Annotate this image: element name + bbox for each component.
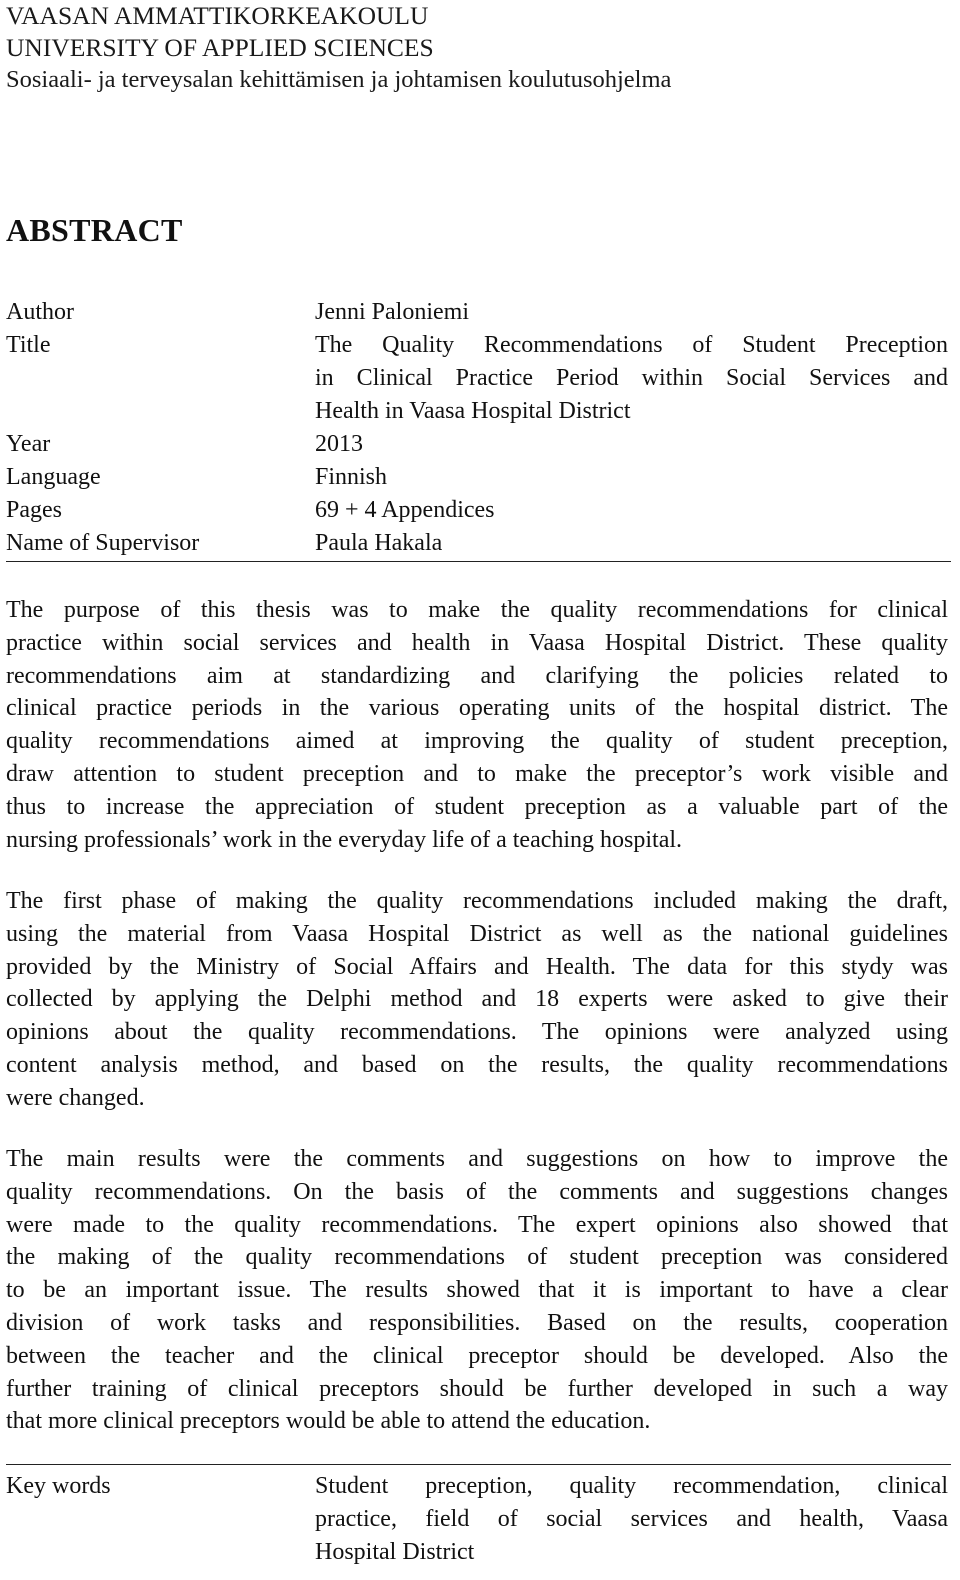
keywords-value (315, 1470, 948, 1569)
keywords-row (6, 1470, 948, 1569)
degree-programme: Sosiaali- ja terveysalan kehittämisen ja johtamisen koulutusohjelma (6, 66, 672, 93)
paragraph-line: provided by the Ministry of Social Affairs and Health. The data for this stydy was (6, 953, 948, 980)
title-line: Health in Vaasa Hospital District (315, 398, 631, 424)
paragraph-line: that more clinical preceptors would be able to attend the education. (6, 1408, 651, 1435)
paragraph-line: The main results were the comments and suggestions on how to improve the (6, 1146, 948, 1172)
paragraph-line: thus to increase the appreciation of student preception as a valuable part of the (6, 793, 948, 820)
paragraph-line: content analysis method, and based on the results, the quality recommendations (6, 1051, 948, 1078)
paragraph-line: quality recommendations aimed at improving the quality of student preception, (6, 728, 948, 755)
paragraph-line: between the teacher and the clinical preceptor should be developed. Also the (6, 1342, 948, 1369)
paragraph-line: using the material from Vaasa Hospital District as well as the national guidelines (6, 920, 948, 947)
language-label: Language (6, 464, 101, 490)
document-page (6, 0, 948, 1565)
abstract-heading: ABSTRACT (6, 212, 183, 248)
thesis-metadata (6, 296, 948, 560)
paragraph-line: nursing professionals’ work in the everyday life of a teaching hospital. (6, 826, 683, 853)
paragraph-line: division of work tasks and responsibilities. Based on the results, cooperation (6, 1309, 948, 1336)
keywords-label: Key words (6, 1473, 111, 1499)
paragraph-line: further training of clinical preceptors should be further developed in such a way (6, 1375, 948, 1402)
paragraph-line: opinions about the quality recommendations. The opinions were analyzed using (6, 1019, 948, 1046)
language-row (6, 461, 948, 494)
paragraph-line: collected by applying the Delphi method and 18 experts were asked to give their (6, 986, 948, 1013)
abstract-paragraph-method (6, 885, 948, 1115)
paragraph-line: practice within social services and health in Vaasa Hospital District. These quality (6, 629, 948, 656)
title-row (6, 329, 948, 428)
supervisor-value: Paula Hakala (315, 530, 443, 556)
title-value (315, 329, 948, 428)
supervisor-row (6, 527, 948, 560)
paragraph-line: recommendations aim at standardizing and clarifying the policies related to (6, 662, 948, 689)
paragraph-line: clinical practice periods in the various operating units of the hospital district. The (6, 695, 948, 722)
title-line: The Quality Recommendations of Student Preception (315, 332, 948, 358)
abstract-paragraph-results (6, 1143, 948, 1438)
paragraph-line: were changed. (6, 1084, 145, 1111)
year-row (6, 428, 948, 461)
author-label: Author (6, 299, 74, 325)
pages-row (6, 494, 948, 527)
paragraph-line: The purpose of this thesis was to make the quality recommendations for clinical (6, 597, 948, 623)
paragraph-line: quality recommendations. On the basis of the comments and suggestions changes (6, 1178, 948, 1205)
university-name-english: UNIVERSITY OF APPLIED SCIENCES (6, 33, 434, 62)
language-value: Finnish (315, 464, 388, 490)
keywords-line: Hospital District (315, 1539, 475, 1565)
title-label: Title (6, 332, 51, 358)
paragraph-line: the making of the quality recommendations of student preception was considered (6, 1244, 948, 1271)
paragraph-line: draw attention to student preception and to make the preceptor’s work visible and (6, 760, 948, 787)
university-name-finnish: VAASAN AMMATTIKORKEAKOULU (6, 1, 429, 30)
pages-value: 69 + 4 Appendices (315, 497, 495, 523)
paragraph-line: to be an important issue. The results showed that it is important to have a clear (6, 1277, 948, 1304)
pages-label: Pages (6, 497, 62, 523)
keywords-line: practice, field of social services and health, Vaasa (315, 1506, 948, 1532)
document-header (6, 0, 948, 95)
supervisor-label: Name of Supervisor (6, 530, 200, 556)
author-value: Jenni Paloniemi (315, 299, 469, 325)
author-row (6, 296, 948, 329)
section-divider-top (6, 561, 951, 562)
title-line: in Clinical Practice Period within Social Services and (315, 365, 948, 391)
year-value: 2013 (315, 431, 363, 457)
year-label: Year (6, 431, 51, 457)
paragraph-line: The first phase of making the quality recommendations included making the draft, (6, 888, 948, 914)
section-divider-bottom (6, 1464, 951, 1465)
abstract-paragraph-purpose (6, 594, 948, 856)
paragraph-line: were made to the quality recommendations. The expert opinions also showed that (6, 1211, 948, 1238)
keywords-line: Student preception, quality recommendation, clinical (315, 1473, 948, 1499)
